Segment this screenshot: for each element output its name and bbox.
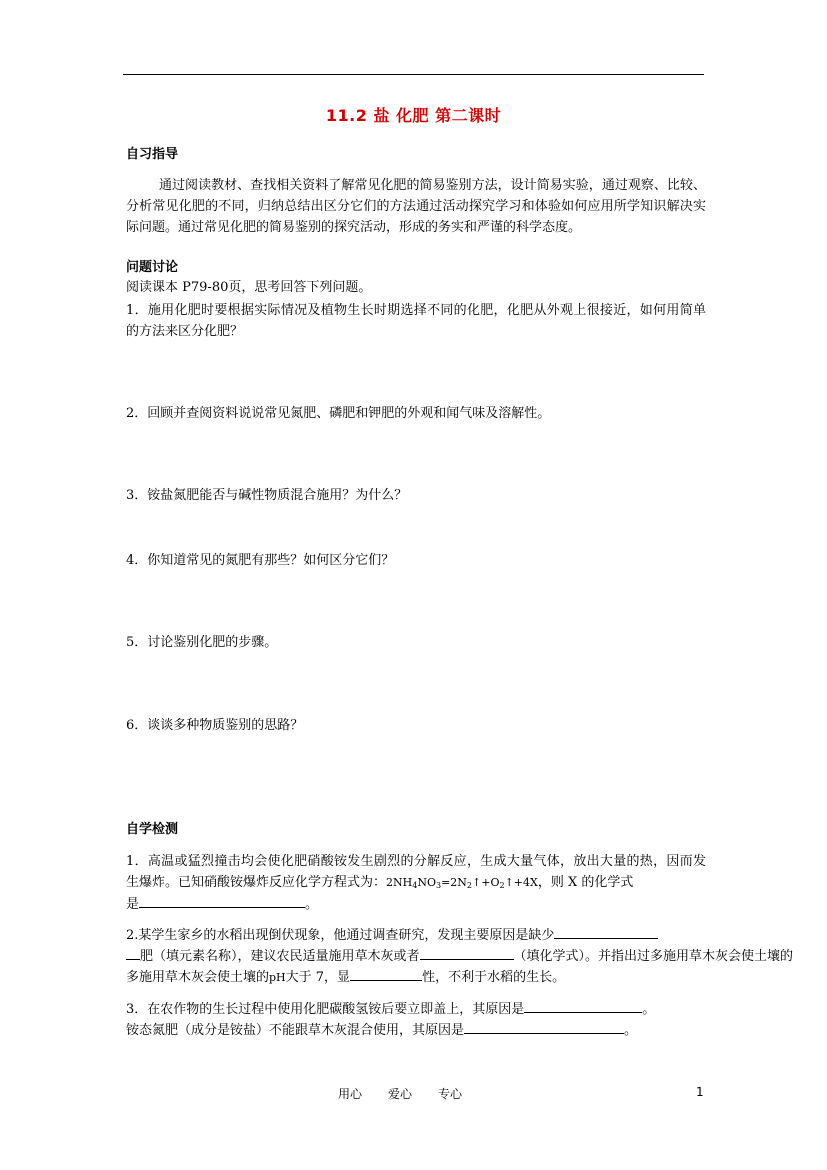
footer-motto-3: 专心 (438, 1087, 463, 1101)
selftest-heading: 自学检测 (126, 822, 179, 837)
answer-blank[interactable] (420, 945, 514, 960)
selftest-q2-line3: 多施用草木灰会使土壤的pH大于 7，显 性，不利于水稻的生长。 (126, 966, 565, 988)
discussion-intro: 阅读课本 P79-80页，思考回答下列问题。 (126, 280, 372, 295)
guidance-heading: 自习指导 (126, 147, 179, 162)
answer-blank[interactable] (126, 945, 140, 960)
question-6: 6．谈谈多种物质鉴别的思路？ (126, 718, 304, 733)
header-rule (123, 74, 704, 75)
answer-blank[interactable] (139, 893, 305, 908)
page-number: 1 (696, 1085, 704, 1099)
question-2: 2．回顾并查阅资料说说常见氮肥、磷肥和钾肥的外观和闻气味及溶解性。 (126, 406, 551, 421)
question-3: 3．铵盐氮肥能否与碱性物质混合施用？为什么？ (126, 488, 408, 503)
question-4: 4．你知道常见的氮肥有那些？如何区分它们？ (126, 553, 395, 568)
question-5: 5．讨论鉴别化肥的步骤。 (126, 635, 278, 650)
selftest-q2-line3-lead: 多施用草木灰会使土壤的 (126, 970, 270, 985)
selftest-q2-line2: 肥（填元素名称），建议农民适量施用草木灰或者 （填化学式）。并指出过多施用草木灰会使土壤的 (126, 945, 793, 967)
selftest-q3-line2: 铵态氮肥（成分是铵盐）不能跟草木灰混合使用，其原因是 。 (126, 1019, 637, 1041)
footer-motto-2: 爱心 (388, 1087, 413, 1101)
footer-motto-1: 用心 (338, 1087, 363, 1101)
selftest-q1-answer-line: 是 。 (126, 893, 318, 915)
question-1: 1．施用化肥时要根据实际情况及植物生长时期选择不同的化肥，化肥从外观上很接近，如何用简单的方法来区分化肥？ (126, 303, 706, 339)
equation: $2NH_4NO_3=2N_2↑+O_2↑+4X$ (386, 876, 538, 890)
selftest-q3-line1: 3．在农作物的生长过程中使用化肥碳酸氢铵后要立即盖上，其原因是 。 (126, 998, 655, 1020)
selftest-q2-line1: 2.某学生家乡的水稻出现倒伏现象，他通过调查研究，发现主要原因是缺少 (126, 924, 658, 946)
answer-blank[interactable] (554, 924, 658, 939)
page-title: 11.2 盐 化肥 第二课时 (325, 106, 502, 125)
answer-blank[interactable] (524, 998, 642, 1013)
guidance-body: 通过阅读教材、查找相关资料了解常见化肥的简易鉴别方法，设计简易实验，通过观察、比较、分析常见化肥的不同，归纳总结出区分它们的方法通过活动探究学习和体验如何应用所学知识解决实际问题。通过常见化肥的简易鉴别的探究活动，形成的务实和严谨的科学态度。 (126, 178, 706, 235)
answer-blank[interactable] (464, 1019, 624, 1034)
discussion-heading: 问题讨论 (126, 260, 179, 275)
answer-blank[interactable] (350, 966, 422, 981)
selftest-q1: 1．高温或猛烈撞击均会使化肥硝酸铵发生剧烈的分解反应，生成大量气体，放出大量的热，因而发生爆炸。已知硝酸铵爆炸反应化学方程式为：$2NH_4NO_3=2N_2↑+O_2↑+4X$，则 X 的化学式 (126, 854, 706, 890)
